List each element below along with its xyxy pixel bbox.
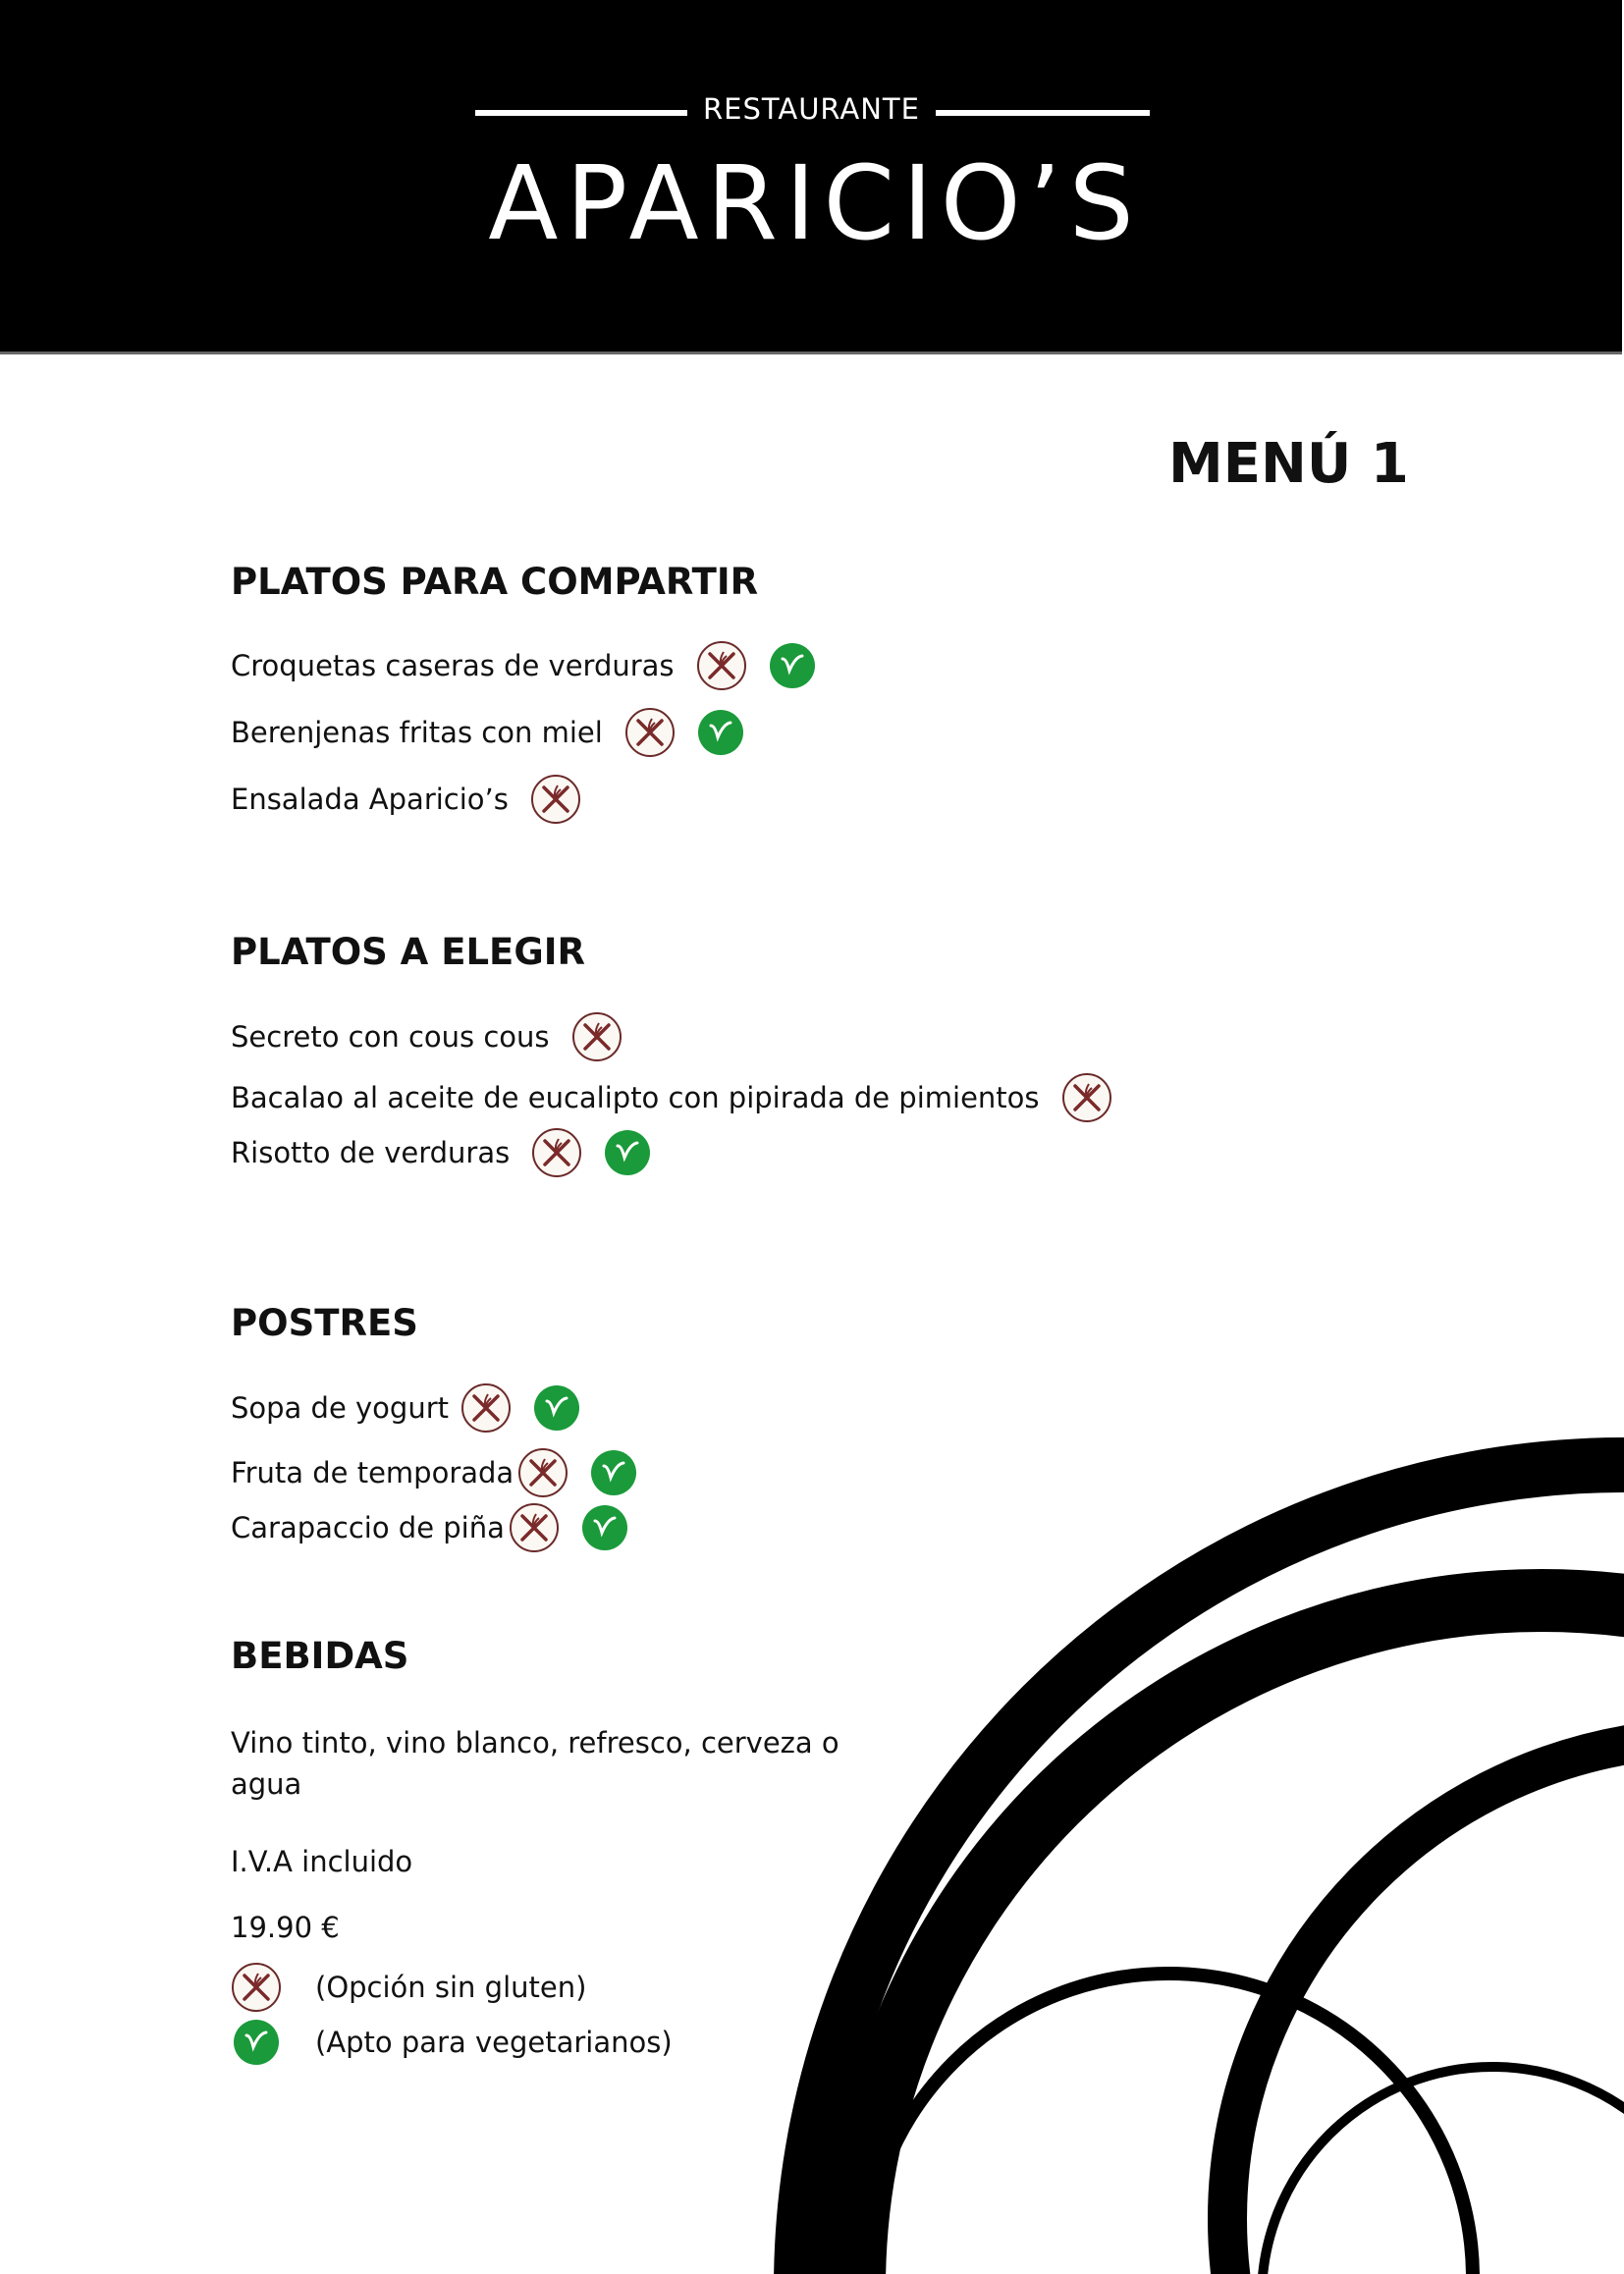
- menu-item: [231, 1011, 623, 1062]
- header-rule-left: [475, 110, 687, 116]
- gluten-free-icon: [509, 1502, 560, 1553]
- menu-item-name: Fruta de temporada: [231, 1456, 514, 1489]
- price: 19.90 €: [231, 1911, 340, 1944]
- gluten-free-icon: [696, 640, 747, 691]
- menu-item-name: Carapaccio de piña: [231, 1511, 505, 1544]
- menu-item-name: Secreto con cous cous: [231, 1020, 550, 1054]
- vegetarian-icon: [697, 709, 744, 756]
- vegetarian-icon: [581, 1504, 628, 1551]
- menu-title: MENÚ 1: [1168, 432, 1409, 496]
- iva-note: I.V.A incluido: [231, 1845, 413, 1878]
- menu-item: [231, 640, 816, 691]
- section-heading-elegir: PLATOS A ELEGIR: [231, 931, 585, 973]
- menu-item: [231, 1127, 651, 1178]
- vegetarian-icon: [769, 642, 816, 689]
- menu-item: [231, 707, 744, 758]
- gluten-free-icon: [460, 1382, 512, 1434]
- menu-item-name: Berenjenas fritas con miel: [231, 716, 603, 749]
- legend-gluten-free: [231, 1962, 586, 2013]
- gluten-free-icon: [517, 1447, 568, 1498]
- gluten-free-icon: [530, 774, 581, 825]
- vegetarian-icon: [533, 1384, 580, 1432]
- brand-logo: APARICIO’S: [488, 143, 1142, 263]
- menu-item: [231, 1502, 628, 1553]
- legend-vegetarian: [231, 2019, 673, 2066]
- menu-item: [231, 1072, 1112, 1123]
- legend-vegetarian-label: (Apto para vegetarianos): [315, 2026, 673, 2059]
- menu-item-name: Bacalao al aceite de eucalipto con pipirada de pimientos: [231, 1081, 1040, 1114]
- gluten-free-icon: [231, 1962, 282, 2013]
- gluten-free-icon: [531, 1127, 582, 1178]
- menu-item: [231, 774, 581, 825]
- legend-gluten-free-label: (Opción sin gluten): [315, 1971, 587, 2004]
- section-heading-compartir: PLATOS PARA COMPARTIR: [231, 561, 759, 603]
- menu-item-name: Sopa de yogurt: [231, 1391, 450, 1425]
- header-restaurant-label: RESTAURANTE: [703, 92, 920, 126]
- gluten-free-icon: [571, 1011, 623, 1062]
- vegetarian-icon: [233, 2019, 280, 2066]
- menu-item-name: Ensalada Aparicio’s: [231, 783, 509, 816]
- menu-item: [231, 1447, 637, 1498]
- section-heading-bebidas: BEBIDAS: [231, 1635, 409, 1677]
- menu-item: [231, 1382, 580, 1434]
- header-banner: [0, 0, 1622, 354]
- drinks-description: Vino tinto, vino blanco, refresco, cerveza o agua: [231, 1726, 839, 1801]
- header-rule-right: [936, 110, 1150, 116]
- vegetarian-icon: [590, 1449, 637, 1496]
- gluten-free-icon: [1061, 1072, 1112, 1123]
- vegetarian-icon: [604, 1129, 651, 1176]
- gluten-free-icon: [624, 707, 676, 758]
- section-heading-postres: POSTRES: [231, 1302, 418, 1344]
- menu-item-name: Risotto de verduras: [231, 1136, 511, 1169]
- menu-item-name: Croquetas caseras de verduras: [231, 649, 675, 682]
